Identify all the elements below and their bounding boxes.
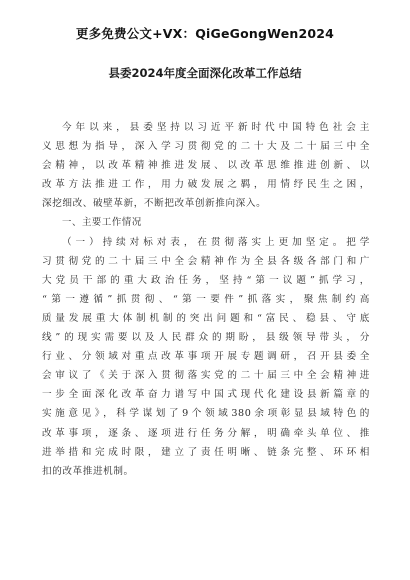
- paragraph-line: 扣的改革推进机制。: [42, 465, 134, 477]
- intro-line: 义思想为指导，深入学习贯彻党的二十大及二十届三中全: [42, 141, 370, 153]
- paragraph-line: 行业、分领域对重点改革事项开展专题调研，召开县委全: [42, 351, 370, 363]
- paragraph-line: 会审议了《关于深入贯彻落实党的二十届三中全会精神进: [42, 370, 370, 382]
- paragraph-line: 进举措和完成时限，建立了责任明晰、链条完整、环环相: [42, 446, 370, 458]
- paragraph-line: 实施意见》，科学谋划了9个领域380余项彰显县域特色的: [42, 408, 370, 420]
- paragraph-line: 线”的现实需要以及人民群众的期盼，县级领导带头，分: [42, 332, 370, 344]
- document-body: [42, 118, 370, 481]
- paragraph-line: 改革事项，逐条、逐项进行任务分解，明确牵头单位、推: [42, 427, 370, 439]
- paragraph-line: 一步全面深化改革奋力谱写中国式现代化建设县新篇章的: [42, 389, 370, 401]
- intro-line: 会精神，以改革精神推进发展、以改革思维推进创新、以: [42, 160, 370, 172]
- intro-line: 今年以来，县委坚持以习近平新时代中国特色社会主: [62, 122, 370, 133]
- paragraph-line: “第一遵循”抓贯彻、“第一要件”抓落实，聚焦制约高: [42, 293, 370, 305]
- paragraph-line: 质量发展重大体制机制的突出问题和“富民、稳县、守底: [42, 312, 370, 324]
- intro-line: 改革方法推进工作，用力破发展之羁，用情纾民生之困，: [42, 179, 370, 191]
- document-title: 县委2024年度全面深化改革工作总结: [108, 66, 302, 80]
- paragraph-line: 习贯彻党的二十届三中全会精神作为全县各级各部门和广: [42, 255, 370, 267]
- intro-line: 深挖细改、破壁革新，不断把改革创新推向深入。: [42, 198, 267, 210]
- promo-header: 更多免费公文+VX：QiGeGongWen2024: [75, 26, 335, 41]
- section-heading: 一、主要工作情况: [62, 217, 142, 229]
- paragraph-line: （一）持续对标对表，在贯彻落实上更加坚定。把学: [62, 236, 370, 248]
- paragraph-line: 大党员干部的重大政治任务，坚持“第一议题”抓学习，: [42, 274, 370, 286]
